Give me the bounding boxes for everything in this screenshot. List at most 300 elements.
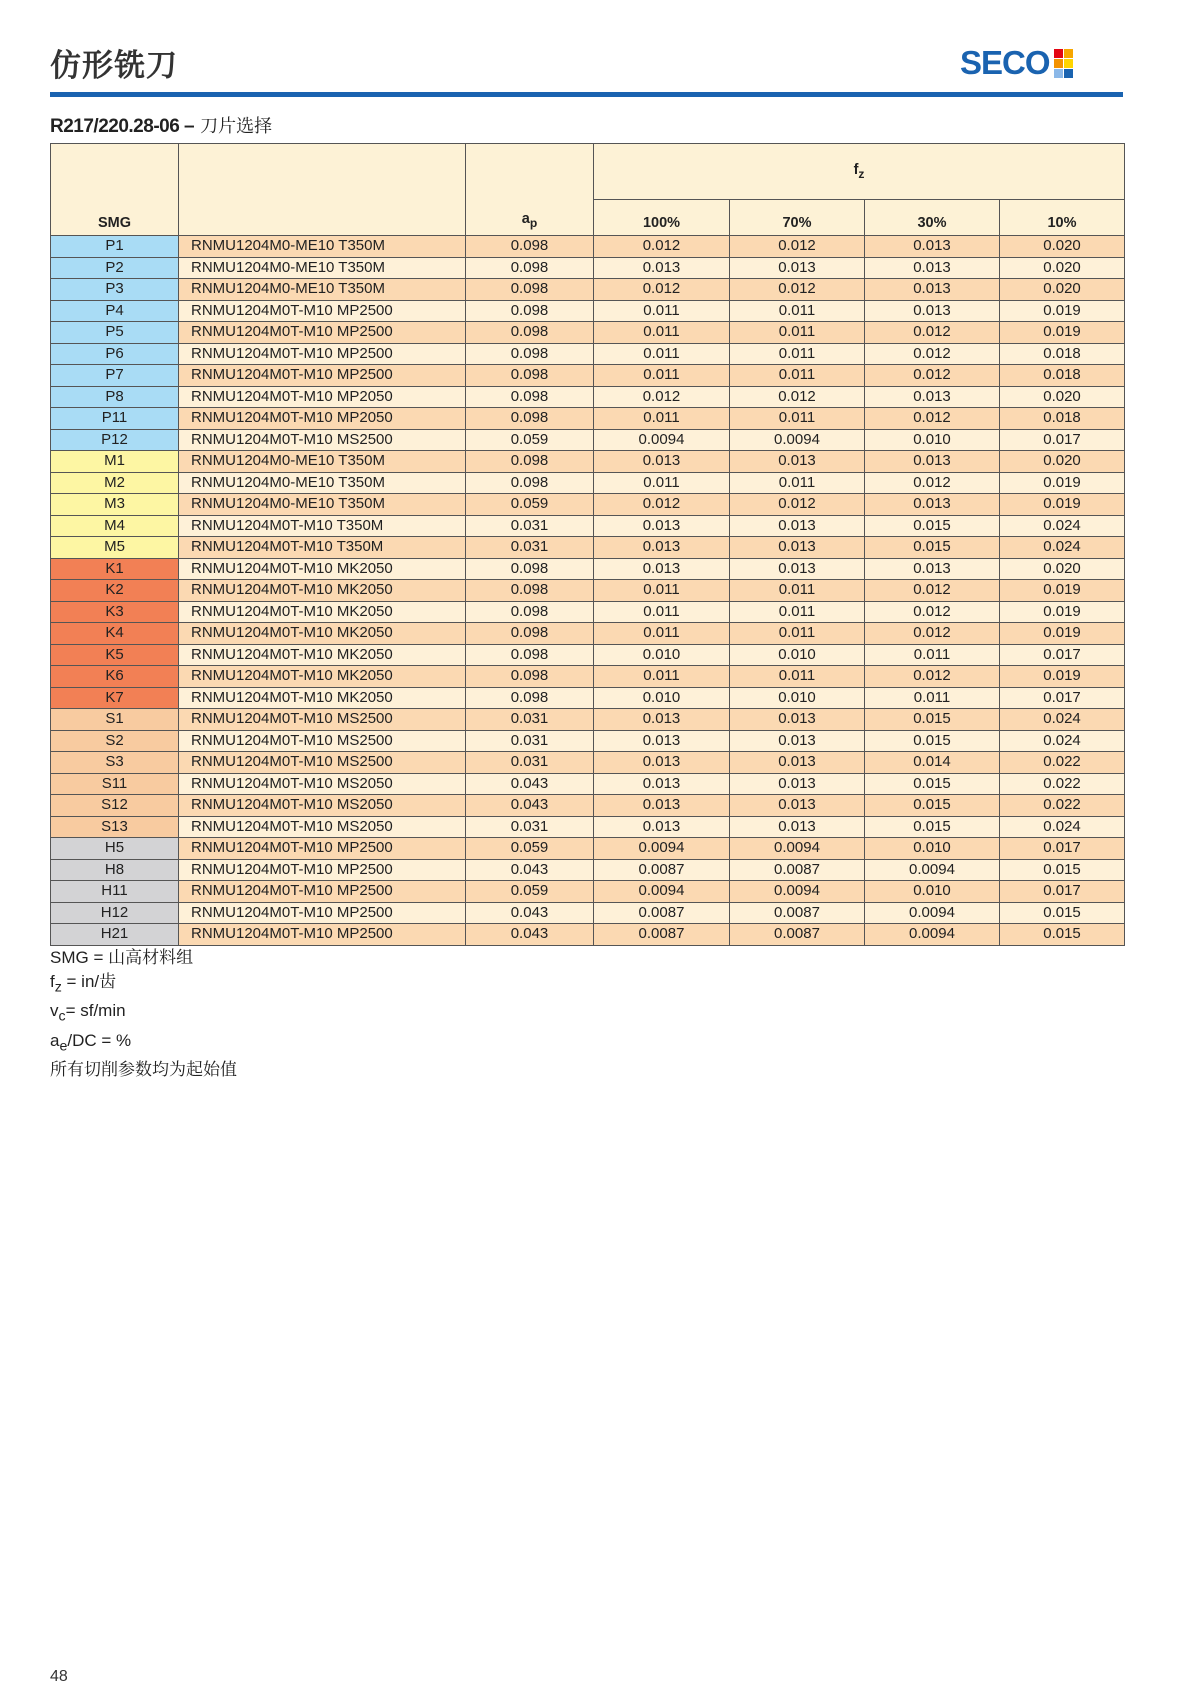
fz10-cell: 0.019 (1000, 300, 1125, 322)
smg-cell: P2 (51, 257, 179, 279)
smg-cell: P5 (51, 322, 179, 344)
note-vc (50, 999, 237, 1028)
fz30-cell: 0.013 (865, 257, 1000, 279)
grade-cell: RNMU1204M0T-M10 MS2050 (179, 773, 466, 795)
ap-cell: 0.098 (466, 687, 594, 709)
ap-cell: 0.031 (466, 816, 594, 838)
ap-cell: 0.098 (466, 644, 594, 666)
note-vc-v: v (50, 1001, 59, 1021)
smg-cell: S1 (51, 709, 179, 731)
fz100-cell: 0.0094 (594, 429, 730, 451)
logo-squares-icon (1054, 49, 1073, 78)
fz70-cell: 0.011 (730, 601, 865, 623)
grade-cell: RNMU1204M0T-M10 MS2500 (179, 752, 466, 774)
ap-cell: 0.043 (466, 859, 594, 881)
ap-cell: 0.043 (466, 795, 594, 817)
header-rule (50, 92, 1123, 97)
table-row (51, 279, 1125, 301)
fz30-cell: 0.013 (865, 236, 1000, 258)
ap-cell: 0.098 (466, 580, 594, 602)
fz100-cell: 0.010 (594, 687, 730, 709)
note-fz-rest: = in/齿 (61, 972, 117, 991)
fz100-cell: 0.013 (594, 816, 730, 838)
grade-cell: RNMU1204M0T-M10 MK2050 (179, 623, 466, 645)
header-fz-f: f (853, 161, 859, 178)
ap-cell: 0.098 (466, 322, 594, 344)
grade-cell: RNMU1204M0-ME10 T350M (179, 472, 466, 494)
smg-cell: P12 (51, 429, 179, 451)
table-row (51, 580, 1125, 602)
fz10-cell: 0.024 (1000, 730, 1125, 752)
smg-cell: H8 (51, 859, 179, 881)
table-row (51, 365, 1125, 387)
grade-cell: RNMU1204M0T-M10 MP2500 (179, 902, 466, 924)
table-body (51, 236, 1125, 946)
table-row (51, 515, 1125, 537)
notes (50, 946, 237, 1082)
ap-cell: 0.098 (466, 386, 594, 408)
note-ae-a: a (50, 1030, 60, 1050)
fz10-cell: 0.019 (1000, 322, 1125, 344)
table-row (51, 343, 1125, 365)
header-smg: SMG (51, 144, 179, 236)
smg-cell: M5 (51, 537, 179, 559)
fz70-cell: 0.0094 (730, 881, 865, 903)
table-row (51, 902, 1125, 924)
smg-cell: M4 (51, 515, 179, 537)
fz30-cell: 0.013 (865, 494, 1000, 516)
fz10-cell: 0.020 (1000, 279, 1125, 301)
fz10-cell: 0.024 (1000, 816, 1125, 838)
fz100-cell: 0.011 (594, 322, 730, 344)
ap-cell: 0.098 (466, 558, 594, 580)
table-row (51, 816, 1125, 838)
table-row (51, 451, 1125, 473)
fz10-cell: 0.015 (1000, 924, 1125, 946)
table-row (51, 666, 1125, 688)
fz30-cell: 0.013 (865, 300, 1000, 322)
grade-cell: RNMU1204M0T-M10 MS2500 (179, 429, 466, 451)
fz70-cell: 0.0094 (730, 429, 865, 451)
ap-cell: 0.098 (466, 365, 594, 387)
fz10-cell: 0.019 (1000, 494, 1125, 516)
fz30-cell: 0.010 (865, 429, 1000, 451)
fz10-cell: 0.019 (1000, 623, 1125, 645)
fz30-cell: 0.012 (865, 365, 1000, 387)
grade-cell: RNMU1204M0-ME10 T350M (179, 236, 466, 258)
fz100-cell: 0.011 (594, 300, 730, 322)
ap-cell: 0.031 (466, 515, 594, 537)
smg-cell: M3 (51, 494, 179, 516)
fz30-cell: 0.0094 (865, 924, 1000, 946)
fz30-cell: 0.011 (865, 644, 1000, 666)
grade-cell: RNMU1204M0T-M10 MP2050 (179, 386, 466, 408)
fz100-cell: 0.011 (594, 365, 730, 387)
fz10-cell: 0.019 (1000, 472, 1125, 494)
fz70-cell: 0.012 (730, 236, 865, 258)
fz100-cell: 0.010 (594, 644, 730, 666)
grade-cell: RNMU1204M0T-M10 MP2500 (179, 343, 466, 365)
table-row (51, 924, 1125, 946)
header-ap-a: a (521, 211, 530, 228)
header-ap (466, 144, 594, 236)
fz10-cell: 0.022 (1000, 795, 1125, 817)
note-vc-rest: = sf/min (65, 1001, 126, 1021)
fz70-cell: 0.0087 (730, 859, 865, 881)
grade-cell: RNMU1204M0-ME10 T350M (179, 279, 466, 301)
fz30-cell: 0.012 (865, 472, 1000, 494)
fz70-cell: 0.012 (730, 494, 865, 516)
seco-logo (960, 44, 1073, 81)
smg-cell: P7 (51, 365, 179, 387)
logo-square (1064, 69, 1073, 78)
grade-cell: RNMU1204M0T-M10 MK2050 (179, 687, 466, 709)
fz10-cell: 0.018 (1000, 408, 1125, 430)
grade-cell: RNMU1204M0-ME10 T350M (179, 451, 466, 473)
table-row (51, 623, 1125, 645)
fz30-cell: 0.010 (865, 881, 1000, 903)
header-100: 100% (594, 200, 730, 236)
table-row (51, 601, 1125, 623)
table-row (51, 494, 1125, 516)
smg-cell: H21 (51, 924, 179, 946)
fz100-cell: 0.013 (594, 558, 730, 580)
fz70-cell: 0.011 (730, 322, 865, 344)
fz100-cell: 0.011 (594, 580, 730, 602)
fz10-cell: 0.019 (1000, 601, 1125, 623)
smg-cell: K3 (51, 601, 179, 623)
fz30-cell: 0.012 (865, 322, 1000, 344)
fz30-cell: 0.013 (865, 451, 1000, 473)
smg-cell: P4 (51, 300, 179, 322)
grade-cell: RNMU1204M0T-M10 MK2050 (179, 644, 466, 666)
fz70-cell: 0.0094 (730, 838, 865, 860)
page-title: 仿形铣刀 (50, 48, 178, 84)
grade-cell: RNMU1204M0T-M10 MS2500 (179, 730, 466, 752)
fz100-cell: 0.0087 (594, 859, 730, 881)
grade-cell: RNMU1204M0T-M10 T350M (179, 515, 466, 537)
fz100-cell: 0.011 (594, 472, 730, 494)
smg-cell: K6 (51, 666, 179, 688)
fz30-cell: 0.012 (865, 408, 1000, 430)
fz10-cell: 0.015 (1000, 902, 1125, 924)
fz70-cell: 0.013 (730, 709, 865, 731)
grade-cell: RNMU1204M0T-M10 MP2500 (179, 322, 466, 344)
fz10-cell: 0.017 (1000, 687, 1125, 709)
fz70-cell: 0.012 (730, 386, 865, 408)
fz30-cell: 0.012 (865, 623, 1000, 645)
fz100-cell: 0.0087 (594, 902, 730, 924)
smg-cell: K5 (51, 644, 179, 666)
fz30-cell: 0.013 (865, 386, 1000, 408)
fz100-cell: 0.011 (594, 601, 730, 623)
fz30-cell: 0.015 (865, 795, 1000, 817)
ap-cell: 0.031 (466, 730, 594, 752)
grade-cell: RNMU1204M0T-M10 MP2050 (179, 408, 466, 430)
smg-cell: K4 (51, 623, 179, 645)
table-row (51, 795, 1125, 817)
fz10-cell: 0.022 (1000, 773, 1125, 795)
fz30-cell: 0.015 (865, 709, 1000, 731)
fz70-cell: 0.013 (730, 515, 865, 537)
grade-cell: RNMU1204M0T-M10 MP2500 (179, 300, 466, 322)
fz70-cell: 0.013 (730, 451, 865, 473)
ap-cell: 0.043 (466, 902, 594, 924)
fz30-cell: 0.015 (865, 537, 1000, 559)
fz10-cell: 0.019 (1000, 666, 1125, 688)
fz30-cell: 0.012 (865, 601, 1000, 623)
header-fz-sub: z (858, 166, 865, 181)
fz70-cell: 0.013 (730, 257, 865, 279)
ap-cell: 0.043 (466, 924, 594, 946)
fz100-cell: 0.013 (594, 537, 730, 559)
fz70-cell: 0.011 (730, 365, 865, 387)
grade-cell: RNMU1204M0T-M10 MP2500 (179, 924, 466, 946)
fz30-cell: 0.015 (865, 515, 1000, 537)
ap-cell: 0.031 (466, 709, 594, 731)
smg-cell: P8 (51, 386, 179, 408)
header-grade (179, 144, 466, 236)
grade-cell: RNMU1204M0T-M10 MS2500 (179, 709, 466, 731)
grade-cell: RNMU1204M0T-M10 MK2050 (179, 601, 466, 623)
fz10-cell: 0.024 (1000, 537, 1125, 559)
fz100-cell: 0.012 (594, 494, 730, 516)
smg-cell: H12 (51, 902, 179, 924)
ap-cell: 0.098 (466, 300, 594, 322)
note-fz-f: f (50, 972, 55, 991)
table-row (51, 300, 1125, 322)
fz30-cell: 0.012 (865, 343, 1000, 365)
ap-cell: 0.059 (466, 494, 594, 516)
ap-cell: 0.098 (466, 236, 594, 258)
note-start-values: 所有切削参数均为起始值 (50, 1060, 237, 1080)
fz100-cell: 0.013 (594, 795, 730, 817)
smg-cell: S3 (51, 752, 179, 774)
grade-cell: RNMU1204M0T-M10 MP2500 (179, 859, 466, 881)
page-number: 48 (50, 1668, 68, 1685)
ap-cell: 0.098 (466, 623, 594, 645)
note-ae-rest: /DC = % (67, 1030, 132, 1050)
table-row (51, 236, 1125, 258)
fz70-cell: 0.011 (730, 300, 865, 322)
smg-cell: K7 (51, 687, 179, 709)
fz10-cell: 0.020 (1000, 558, 1125, 580)
table-row (51, 730, 1125, 752)
fz30-cell: 0.014 (865, 752, 1000, 774)
smg-cell: S2 (51, 730, 179, 752)
fz10-cell: 0.020 (1000, 236, 1125, 258)
smg-cell: H11 (51, 881, 179, 903)
ap-cell: 0.043 (466, 773, 594, 795)
table-row (51, 773, 1125, 795)
note-fz-sub: z (54, 979, 62, 996)
ap-cell: 0.098 (466, 601, 594, 623)
note-ae-sub: e (59, 1038, 68, 1055)
smg-cell: P11 (51, 408, 179, 430)
fz100-cell: 0.013 (594, 752, 730, 774)
header-70: 70% (730, 200, 865, 236)
grade-cell: RNMU1204M0T-M10 MK2050 (179, 558, 466, 580)
ap-cell: 0.031 (466, 752, 594, 774)
fz100-cell: 0.013 (594, 451, 730, 473)
logo-square (1064, 49, 1073, 58)
fz30-cell: 0.0094 (865, 859, 1000, 881)
smg-cell: M1 (51, 451, 179, 473)
table-row (51, 838, 1125, 860)
grade-cell: RNMU1204M0T-M10 MP2500 (179, 881, 466, 903)
fz70-cell: 0.011 (730, 580, 865, 602)
fz10-cell: 0.019 (1000, 580, 1125, 602)
fz70-cell: 0.010 (730, 644, 865, 666)
ap-cell: 0.031 (466, 537, 594, 559)
table-row (51, 322, 1125, 344)
subtitle-code: R217/220.28-06 – (50, 116, 195, 137)
fz70-cell: 0.011 (730, 472, 865, 494)
grade-cell: RNMU1204M0T-M10 MS2050 (179, 816, 466, 838)
fz100-cell: 0.013 (594, 709, 730, 731)
header-30: 30% (865, 200, 1000, 236)
table-row (51, 429, 1125, 451)
logo-square (1054, 59, 1063, 68)
fz70-cell: 0.013 (730, 730, 865, 752)
section-subtitle (50, 112, 272, 138)
smg-cell: M2 (51, 472, 179, 494)
fz70-cell: 0.011 (730, 623, 865, 645)
ap-cell: 0.098 (466, 408, 594, 430)
header-fz (594, 144, 1125, 200)
smg-cell: P1 (51, 236, 179, 258)
table-row (51, 472, 1125, 494)
fz10-cell: 0.020 (1000, 257, 1125, 279)
fz70-cell: 0.0087 (730, 924, 865, 946)
fz70-cell: 0.011 (730, 408, 865, 430)
fz100-cell: 0.0094 (594, 838, 730, 860)
table-row (51, 408, 1125, 430)
fz10-cell: 0.017 (1000, 429, 1125, 451)
table-row (51, 859, 1125, 881)
fz70-cell: 0.013 (730, 816, 865, 838)
note-fz (50, 970, 237, 999)
ap-cell: 0.098 (466, 279, 594, 301)
ap-cell: 0.098 (466, 472, 594, 494)
grade-cell: RNMU1204M0-ME10 T350M (179, 257, 466, 279)
fz30-cell: 0.0094 (865, 902, 1000, 924)
grade-cell: RNMU1204M0-ME10 T350M (179, 494, 466, 516)
smg-cell: P3 (51, 279, 179, 301)
header-10: 10% (1000, 200, 1125, 236)
fz30-cell: 0.013 (865, 279, 1000, 301)
note-ae (50, 1029, 237, 1058)
fz10-cell: 0.024 (1000, 515, 1125, 537)
logo-text: SECO (960, 44, 1050, 81)
table-row (51, 558, 1125, 580)
table-row (51, 537, 1125, 559)
fz70-cell: 0.011 (730, 343, 865, 365)
fz70-cell: 0.013 (730, 795, 865, 817)
fz10-cell: 0.022 (1000, 752, 1125, 774)
table-row (51, 644, 1125, 666)
logo-square (1054, 49, 1063, 58)
fz30-cell: 0.012 (865, 666, 1000, 688)
fz10-cell: 0.020 (1000, 386, 1125, 408)
table-row (51, 386, 1125, 408)
fz100-cell: 0.013 (594, 773, 730, 795)
fz100-cell: 0.011 (594, 666, 730, 688)
ap-cell: 0.059 (466, 429, 594, 451)
grade-cell: RNMU1204M0T-M10 MS2050 (179, 795, 466, 817)
fz70-cell: 0.013 (730, 773, 865, 795)
fz30-cell: 0.015 (865, 816, 1000, 838)
fz100-cell: 0.013 (594, 730, 730, 752)
ap-cell: 0.098 (466, 451, 594, 473)
table-row (51, 687, 1125, 709)
smg-cell: K2 (51, 580, 179, 602)
smg-cell: P6 (51, 343, 179, 365)
fz100-cell: 0.013 (594, 257, 730, 279)
grade-cell: RNMU1204M0T-M10 MP2500 (179, 365, 466, 387)
table-row (51, 709, 1125, 731)
table-row (51, 881, 1125, 903)
fz70-cell: 0.0087 (730, 902, 865, 924)
grade-cell: RNMU1204M0T-M10 MP2500 (179, 838, 466, 860)
ap-cell: 0.059 (466, 838, 594, 860)
fz100-cell: 0.0087 (594, 924, 730, 946)
ap-cell: 0.098 (466, 257, 594, 279)
fz10-cell: 0.015 (1000, 859, 1125, 881)
fz10-cell: 0.017 (1000, 881, 1125, 903)
fz100-cell: 0.011 (594, 343, 730, 365)
fz70-cell: 0.013 (730, 752, 865, 774)
subtitle-text: 刀片选择 (200, 116, 273, 137)
fz30-cell: 0.015 (865, 773, 1000, 795)
ap-cell: 0.098 (466, 666, 594, 688)
smg-cell: H5 (51, 838, 179, 860)
fz70-cell: 0.013 (730, 537, 865, 559)
fz10-cell: 0.018 (1000, 365, 1125, 387)
fz100-cell: 0.011 (594, 623, 730, 645)
note-vc-sub: c (58, 1008, 66, 1025)
note-smg: SMG = 山高材料组 (50, 948, 194, 967)
logo-square (1054, 69, 1063, 78)
fz30-cell: 0.010 (865, 838, 1000, 860)
ap-cell: 0.098 (466, 343, 594, 365)
fz70-cell: 0.012 (730, 279, 865, 301)
grade-cell: RNMU1204M0T-M10 T350M (179, 537, 466, 559)
grade-cell: RNMU1204M0T-M10 MK2050 (179, 666, 466, 688)
grade-cell: RNMU1204M0T-M10 MK2050 (179, 580, 466, 602)
fz30-cell: 0.012 (865, 580, 1000, 602)
fz10-cell: 0.017 (1000, 838, 1125, 860)
fz10-cell: 0.024 (1000, 709, 1125, 731)
fz70-cell: 0.013 (730, 558, 865, 580)
fz100-cell: 0.011 (594, 408, 730, 430)
fz100-cell: 0.012 (594, 236, 730, 258)
fz30-cell: 0.015 (865, 730, 1000, 752)
logo-square (1064, 59, 1073, 68)
smg-cell: S13 (51, 816, 179, 838)
smg-cell: S12 (51, 795, 179, 817)
fz10-cell: 0.017 (1000, 644, 1125, 666)
fz10-cell: 0.018 (1000, 343, 1125, 365)
fz70-cell: 0.010 (730, 687, 865, 709)
smg-cell: K1 (51, 558, 179, 580)
table-row (51, 257, 1125, 279)
fz30-cell: 0.013 (865, 558, 1000, 580)
fz100-cell: 0.0094 (594, 881, 730, 903)
table-row (51, 752, 1125, 774)
ap-cell: 0.059 (466, 881, 594, 903)
smg-cell: S11 (51, 773, 179, 795)
